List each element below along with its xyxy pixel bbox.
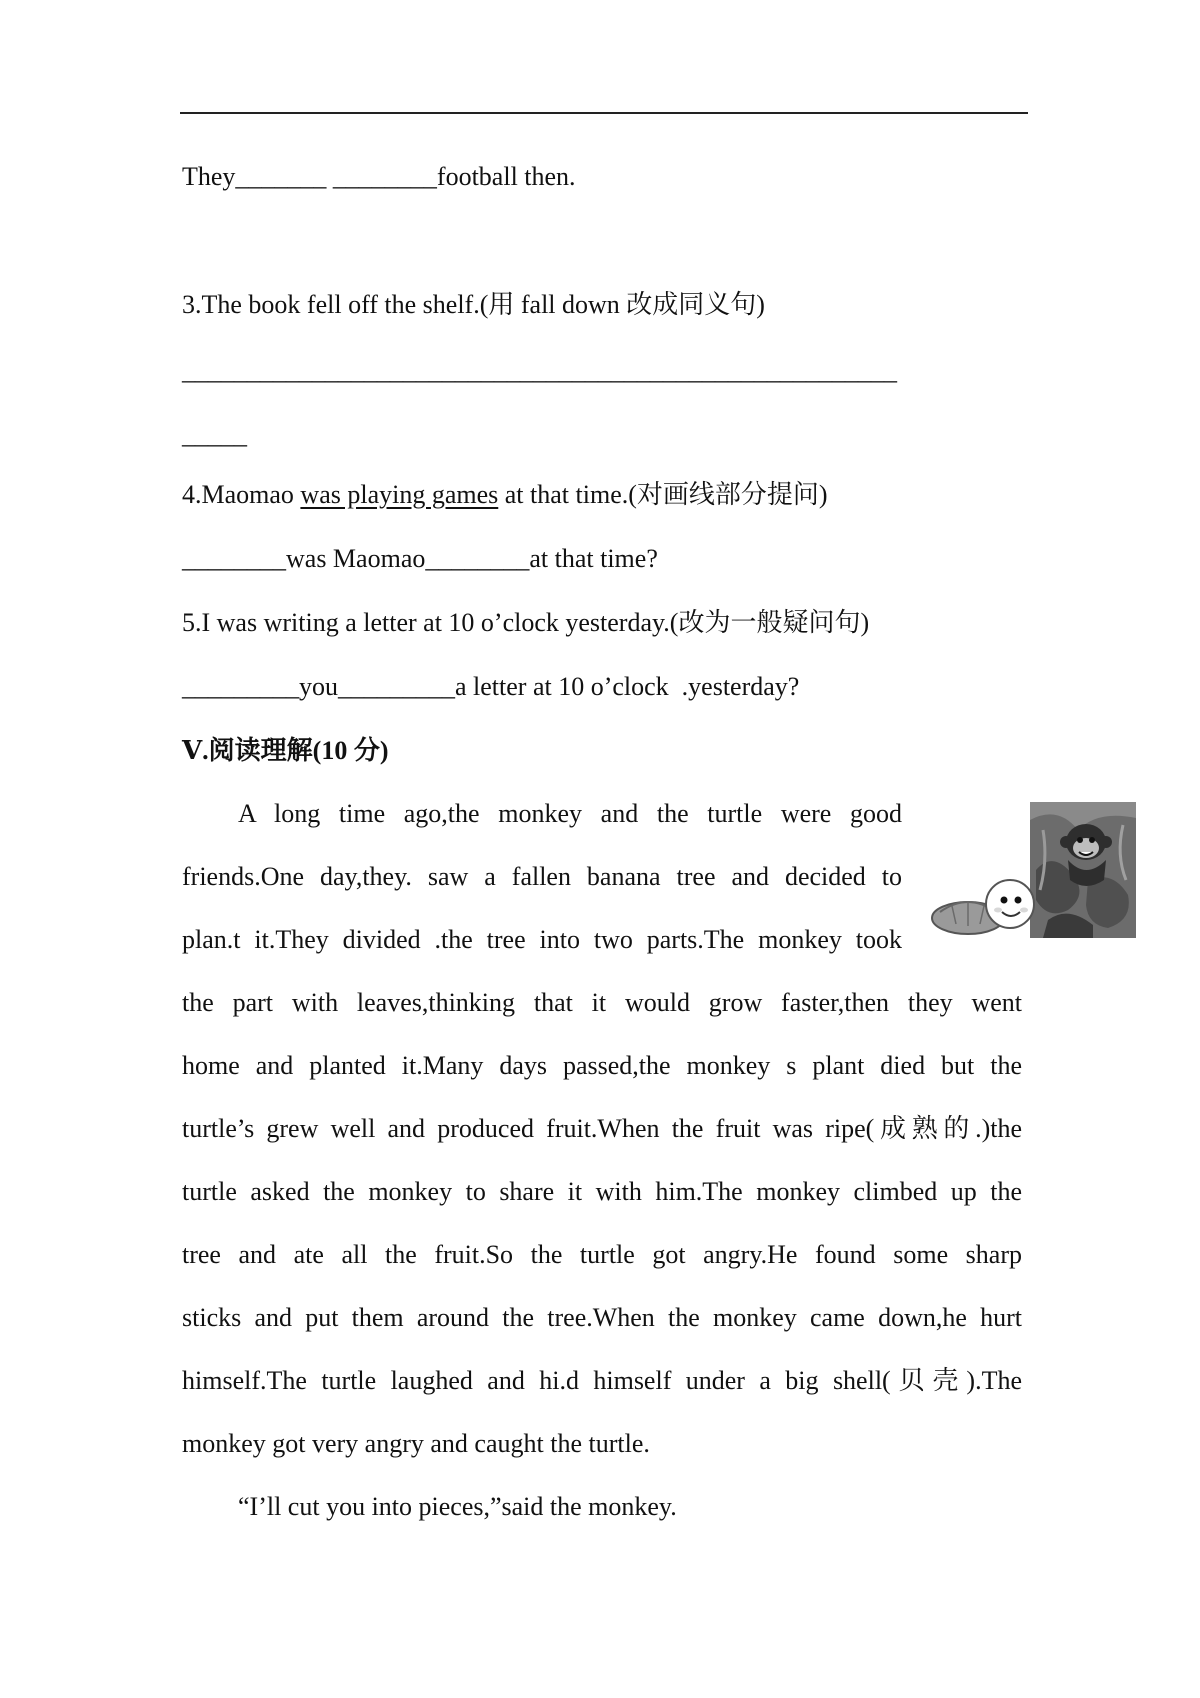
passage-line: sticks and put them around the tree.When the monkey came down,he hurt [182,1303,1022,1332]
passage-line: turtle asked the monkey to share it with him.The monkey climbed up the [182,1177,1022,1206]
passage-line: A long time ago,the monkey and the turtle were good [238,799,902,828]
q4-prompt [182,478,828,512]
passage-line: himself.The turtle laughed and hi.d himself under a big shell(贝壳).The [182,1366,1022,1395]
q3-answer-line-2: _____ [182,420,247,449]
q3-prompt: 3.The book fell off the shelf.(用 fall down 改成同义句) [182,290,765,319]
passage-line: home and planted it.Many days passed,the monkey s plant died but the [182,1051,1022,1080]
q4-prefix: 4.Maomao [182,480,301,509]
section-heading-reading: Ⅴ.阅读理解(10 分) [182,736,389,765]
passage-line: friends.One day,they. saw a fallen banana tree and decided to [182,862,902,891]
passage-line: turtle’s grew well and produced fruit.When the fruit was ripe(成熟的.)the [182,1114,1022,1143]
q4-suffix: at that time.(对画线部分提问) [498,480,828,509]
monkey-turtle-illustration [928,800,1138,940]
q4-answer-line: ________was Maomao________at that time? [182,544,658,573]
q5-prompt: 5.I was writing a letter at 10 o’clock yesterday.(改为一般疑问句) [182,608,870,637]
passage-quote: “I’ll cut you into pieces,”said the monkey. [238,1492,677,1521]
q4-underlined-part: was playing games [300,480,499,509]
passage-line: plan.t it.They divided .the tree into two parts.The monkey took [182,925,902,954]
q3-answer-line-1: _______________________________________________________ [182,356,897,385]
q2-answer-line: They_______ ________football then. [182,162,576,191]
turtle-icon [932,880,1034,934]
answer-line-top [180,112,1028,114]
passage-line: the part with leaves,thinking that it would grow faster,then they went [182,988,1022,1017]
passage-line: monkey got very angry and caught the turtle. [182,1429,650,1458]
passage-line: tree and ate all the fruit.So the turtle got angry.He found some sharp [182,1240,1022,1269]
q5-answer-line: _________you_________a letter at 10 o’clock .yesterday? [182,672,800,701]
